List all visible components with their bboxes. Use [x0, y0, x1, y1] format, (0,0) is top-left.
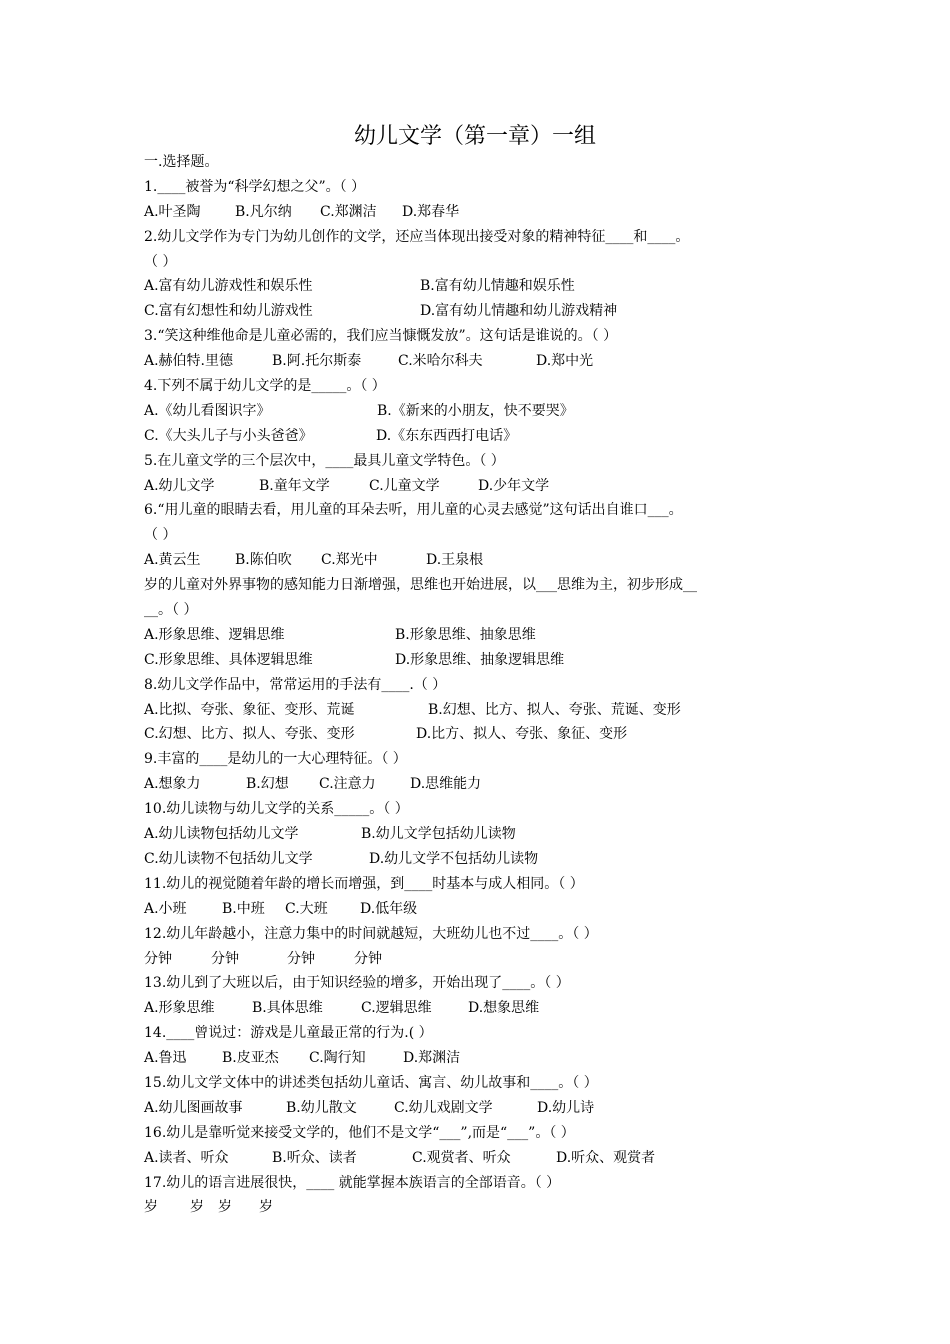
- answer-option[interactable]: B.幻想、比方、拟人、夸张、荒诞、变形: [428, 701, 681, 718]
- option-row: [144, 474, 812, 499]
- answer-option[interactable]: D.郑中光: [536, 353, 594, 370]
- option-row: [144, 648, 812, 673]
- question-stem: 13.幼儿到了大班以后，由于知识经验的增多，开始出现了____。（ ）: [144, 975, 570, 992]
- answer-option[interactable]: B.阿.托尔斯泰: [272, 353, 362, 370]
- question-stem: 2.幼儿文学作为专门为幼儿创作的文学，还应当体现出接受对象的精神特征____和____。: [144, 228, 690, 245]
- question-1: [144, 175, 812, 225]
- question-15: [144, 1071, 812, 1121]
- option-row: [144, 1046, 812, 1071]
- option-row: [144, 349, 812, 374]
- question-stem: 岁的儿童对外界事物的感知能力日渐增强，思维也开始进展，以___思维为主，初步形成__: [144, 577, 697, 594]
- answer-option[interactable]: A.想象力: [144, 776, 201, 793]
- question-stem: 1.____被誉为“科学幻想之父”。（ ）: [144, 178, 366, 195]
- option-row: [144, 698, 812, 723]
- answer-option[interactable]: B.富有幼儿情趣和娱乐性: [420, 278, 575, 295]
- question-11: [144, 872, 812, 922]
- answer-option[interactable]: A.形象思维、逻辑思维: [144, 626, 285, 643]
- question-stem: 5.在儿童文学的三个层次中，____最具儿童文学特色。（ ）: [144, 452, 505, 469]
- question-stem: 12.幼儿年龄越小，注意力集中的时间就越短，大班幼儿也不过____。（ ）: [144, 925, 598, 942]
- question-14: [144, 1021, 812, 1071]
- answer-option[interactable]: C.幼儿读物不包括幼儿文学: [144, 850, 313, 867]
- question-6: [144, 498, 812, 573]
- option-row: [144, 548, 812, 573]
- answer-option[interactable]: C.儿童文学: [369, 477, 440, 494]
- answer-option[interactable]: A.小班: [144, 900, 187, 917]
- question-12: [144, 922, 812, 972]
- question-8: [144, 673, 812, 748]
- question-stem: 14.____曾说过：游戏是儿童最正常的行为.( ）: [144, 1025, 433, 1042]
- question-stem: 4.下列不属于幼儿文学的是_____。（ ）: [144, 378, 386, 395]
- answer-option[interactable]: B.听众、读者: [272, 1149, 357, 1166]
- answer-option[interactable]: A.富有幼儿游戏性和娱乐性: [144, 278, 313, 295]
- answer-option[interactable]: B.幼儿文学包括幼儿读物: [361, 826, 516, 843]
- answer-option[interactable]: A.《幼儿看图识字》: [144, 402, 271, 419]
- answer-option[interactable]: D.少年文学: [478, 477, 550, 494]
- answer-option[interactable]: C.大班: [285, 900, 328, 917]
- option-row: [144, 897, 812, 922]
- option-row: [144, 299, 812, 324]
- answer-option[interactable]: 岁: [190, 1199, 204, 1216]
- question-stem: 15.幼儿文学文体中的讲述类包括幼儿童话、寓言、幼儿故事和____。（ ）: [144, 1074, 598, 1091]
- answer-option[interactable]: B.童年文学: [259, 477, 330, 494]
- option-row: [144, 424, 812, 449]
- question-5: [144, 449, 812, 499]
- answer-option[interactable]: C.幼儿戏剧文学: [394, 1099, 493, 1116]
- answer-option[interactable]: B.具体思维: [252, 1000, 323, 1017]
- answer-option[interactable]: D.比方、拟人、夸张、象征、变形: [416, 726, 628, 743]
- answer-option[interactable]: 岁: [218, 1199, 232, 1216]
- question-stem: __。（ ）: [144, 602, 198, 619]
- question-stem: 17.幼儿的语言进展很快，____ 就能掌握本族语言的全部语音。（ ）: [144, 1174, 561, 1191]
- option-row: [144, 274, 812, 299]
- answer-option[interactable]: A.读者、听众: [144, 1149, 229, 1166]
- answer-option[interactable]: B.陈伯吹: [235, 552, 292, 569]
- answer-option[interactable]: D.想象思维: [468, 1000, 540, 1017]
- question-stem: 9.丰富的____是幼儿的一大心理特征。（ ）: [144, 751, 407, 768]
- option-row: [144, 947, 812, 972]
- answer-option[interactable]: A.黄云生: [144, 552, 201, 569]
- option-row: [144, 722, 812, 747]
- answer-option[interactable]: 分钟: [211, 950, 239, 967]
- answer-option[interactable]: C.陶行知: [309, 1050, 366, 1067]
- answer-option[interactable]: C.形象思维、具体逻辑思维: [144, 651, 313, 668]
- question-16: [144, 1121, 812, 1171]
- question-7: [144, 573, 812, 673]
- answer-option[interactable]: D.《东东西西打电话》: [376, 427, 518, 444]
- answer-option[interactable]: D.听众、观赏者: [556, 1149, 656, 1166]
- answer-option[interactable]: 分钟: [354, 950, 382, 967]
- question-10: [144, 797, 812, 872]
- answer-option[interactable]: B.幻想: [246, 776, 289, 793]
- question-stem: 10.幼儿读物与幼儿文学的关系_____。（ ）: [144, 801, 409, 818]
- answer-option[interactable]: C.逻辑思维: [361, 1000, 432, 1017]
- question-stem: 11.幼儿的视觉随着年龄的增长而增强，到____时基本与成人相同。（ ）: [144, 875, 584, 892]
- answer-option[interactable]: C.郑光中: [321, 552, 378, 569]
- question-stem: 8.幼儿文学作品中，常常运用的手法有____.（ ）: [144, 676, 447, 693]
- document-title: 幼儿文学（第一章）一组: [353, 124, 596, 149]
- answer-option[interactable]: C.幻想、比方、拟人、夸张、变形: [144, 726, 355, 743]
- answer-option[interactable]: D.郑渊洁: [403, 1050, 461, 1067]
- answer-option[interactable]: B.《新来的小朋友，快不要哭》: [377, 402, 574, 419]
- answer-option[interactable]: C.观赏者、听众: [412, 1149, 511, 1166]
- answer-option[interactable]: D.幼儿文学不包括幼儿读物: [369, 850, 539, 867]
- answer-option[interactable]: 分钟: [287, 950, 315, 967]
- question-stem: （ ）: [144, 527, 177, 544]
- answer-option[interactable]: A.叶圣陶: [144, 203, 201, 220]
- answer-option[interactable]: C.米哈尔科夫: [398, 353, 483, 370]
- answer-option[interactable]: 岁: [144, 1199, 158, 1216]
- option-row: [144, 996, 812, 1021]
- answer-option[interactable]: B.中班: [222, 900, 265, 917]
- answer-option[interactable]: C.郑渊洁: [320, 203, 377, 220]
- option-row: [144, 1146, 812, 1171]
- question-stem: 16.幼儿是靠听觉来接受文学的，他们不是文学“___”,而是“___”。（ ）: [144, 1124, 575, 1141]
- answer-option[interactable]: A.幼儿读物包括幼儿文学: [144, 826, 299, 843]
- answer-option[interactable]: D.形象思维、抽象逻辑思维: [395, 651, 565, 668]
- question-stem: 3.“笑这种维他命是儿童必需的，我们应当慷慨发放”。这句话是谁说的。（ ）: [144, 328, 618, 345]
- option-row: [144, 772, 812, 797]
- option-row: [144, 200, 812, 225]
- answer-option[interactable]: D.王泉根: [426, 552, 484, 569]
- answer-option[interactable]: A.幼儿图画故事: [144, 1099, 243, 1116]
- answer-option[interactable]: C.富有幻想性和幼儿游戏性: [144, 303, 313, 320]
- answer-option[interactable]: D.富有幼儿情趣和幼儿游戏精神: [420, 303, 618, 320]
- answer-option[interactable]: B.幼儿散文: [286, 1099, 357, 1116]
- question-17: [144, 1171, 812, 1221]
- answer-option[interactable]: B.形象思维、抽象思维: [395, 626, 536, 643]
- answer-option[interactable]: D.幼儿诗: [537, 1099, 595, 1116]
- question-2: [144, 225, 812, 325]
- answer-option[interactable]: 分钟: [144, 950, 172, 967]
- answer-option[interactable]: D.低年级: [360, 900, 418, 917]
- answer-option[interactable]: A.赫伯特.里德: [144, 353, 234, 370]
- answer-option[interactable]: B.皮亚杰: [222, 1050, 279, 1067]
- question-3: [144, 324, 812, 374]
- option-row: [144, 623, 812, 648]
- question-stem: 6.“用儿童的眼睛去看，用儿童的耳朵去听，用儿童的心灵去感觉”这句话出自谁口___。: [144, 502, 683, 519]
- answer-option[interactable]: A.形象思维: [144, 1000, 215, 1017]
- question-4: [144, 374, 812, 449]
- question-9: [144, 747, 812, 797]
- question-list: [144, 150, 812, 1220]
- answer-option[interactable]: A.比拟、夸张、象征、变形、荒诞: [144, 701, 355, 718]
- answer-option[interactable]: A.幼儿文学: [144, 477, 215, 494]
- answer-option[interactable]: 岁: [259, 1199, 273, 1216]
- option-row: [144, 1195, 812, 1220]
- section-heading: 一.选择题。: [144, 154, 219, 170]
- answer-option[interactable]: C.注意力: [319, 776, 376, 793]
- question-stem: （ ）: [144, 253, 177, 270]
- option-row: [144, 399, 812, 424]
- option-row: [144, 822, 812, 847]
- question-13: [144, 971, 812, 1021]
- option-row: [144, 847, 812, 872]
- answer-option[interactable]: B.凡尔纳: [235, 203, 292, 220]
- answer-option[interactable]: D.思维能力: [410, 776, 482, 793]
- option-row: [144, 1096, 812, 1121]
- answer-option[interactable]: A.鲁迅: [144, 1050, 187, 1067]
- answer-option[interactable]: C.《大头儿子与小头爸爸》: [144, 427, 313, 444]
- answer-option[interactable]: D.郑春华: [402, 203, 460, 220]
